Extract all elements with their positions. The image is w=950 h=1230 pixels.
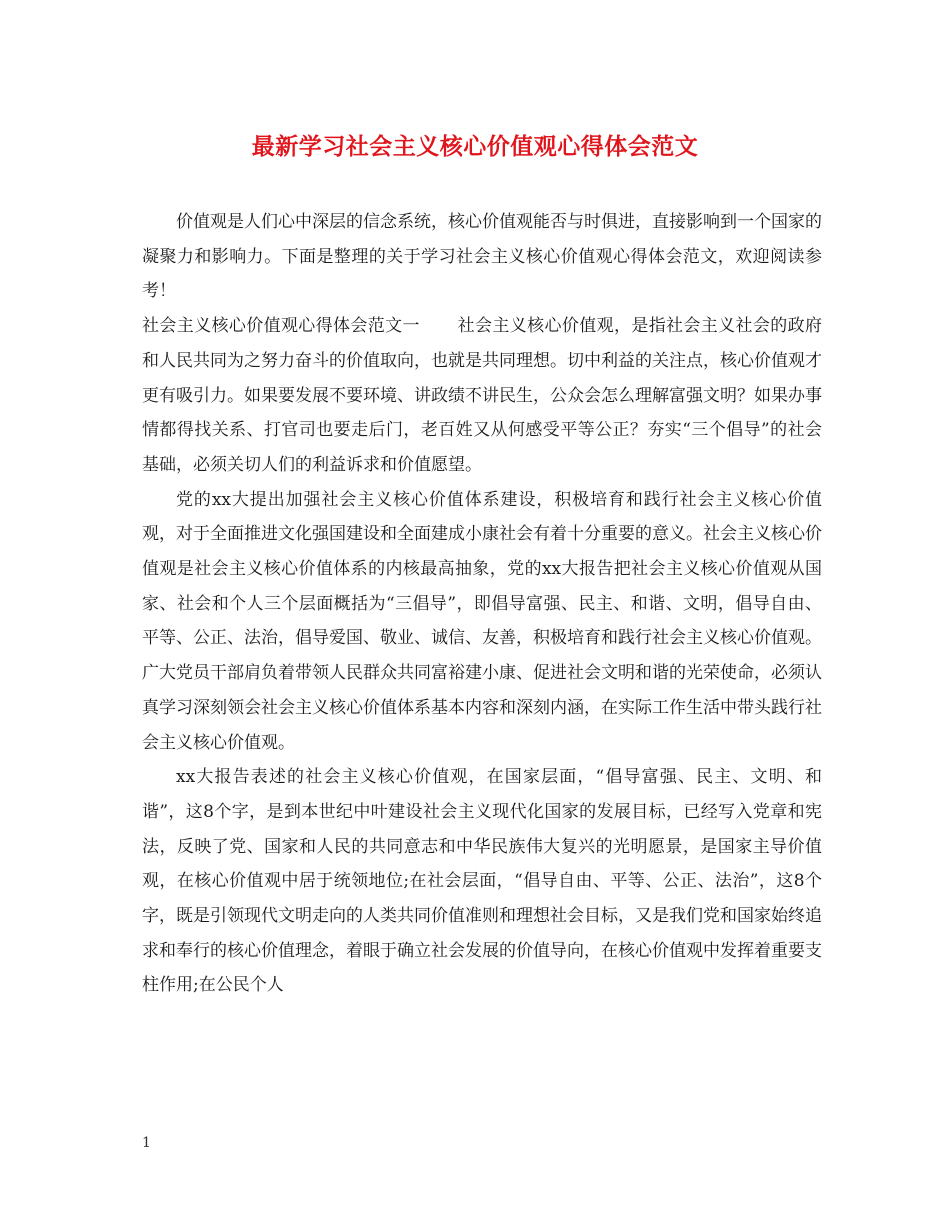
section-heading: 社会主义核心价值观心得体会范文一	[142, 316, 420, 337]
page-number: 1	[142, 1135, 151, 1151]
section-text: 社会主义核心价值观，是指社会主义社会的政府和人民共同为之努力奋斗的价值取向，也就是共同理想。切中利益的关注点，核心价值观才更有吸引力。如果要发展不要环境、讲政绩不讲民生，公众会怎么理解富强文明？如果办事情都得找关系、打官司也要走后门，老百姓又从何感受平等公正？夯实“三个倡导”的社会基础，必须关切人们的利益诉求和价值愿望。	[142, 316, 823, 475]
paragraph-report-explanation: xx大报告表述的社会主义核心价值观，在国家层面，“倡导富强、民主、文明、和谐”，这8个字，是到本世纪中叶建设社会主义现代化国家的发展目标，已经写入党章和宪法，反映了党、国家和人民的共同意志和中华民族伟大复兴的光明愿景，是国家主导价值观，在核心价值观中居于统领地位;在社会层面，“倡导自由、平等、公正、法治”，这8个字，既是引领现代文明走向的人类共同价值准则和理想社会目标，又是我们党和国家始终追求和奉行的核心价值理念，着眼于确立社会发展的价值导向，在核心价值观中发挥着重要支柱作用;在公民个人	[142, 767, 822, 996]
paragraph-sample-one	[142, 309, 822, 483]
paragraph-intro: 价值观是人们心中深层的信念系统，核心价值观能否与时俱进，直接影响到一个国家的凝聚力和影响力。下面是整理的关于学习社会主义核心价值观心得体会范文，欢迎阅读参考！	[142, 212, 822, 302]
document-body	[142, 205, 822, 1003]
document-title: 最新学习社会主义核心价值观心得体会范文	[251, 133, 699, 160]
paragraph-party-congress: 党的xx大提出加强社会主义核心价值体系建设，积极培育和践行社会主义核心价值观，对于全面推进文化强国建设和全面建成小康社会有着十分重要的意义。社会主义核心价值观是社会主义核心价值体系的内核最高抽象，党的xx大报告把社会主义核心价值观从国家、社会和个人三个层面概括为“三倡导”，即倡导富强、民主、和谐、文明，倡导自由、平等、公正、法治，倡导爱国、敬业、诚信、友善，积极培育和践行社会主义核心价值观。广大党员干部肩负着带领人民群众共同富裕建小康、促进社会文明和谐的光荣使命，必须认真学习深刻领会社会主义核心价值体系基本内容和深刻内涵，在实际工作生活中带头践行社会主义核心价值观。	[142, 489, 822, 753]
